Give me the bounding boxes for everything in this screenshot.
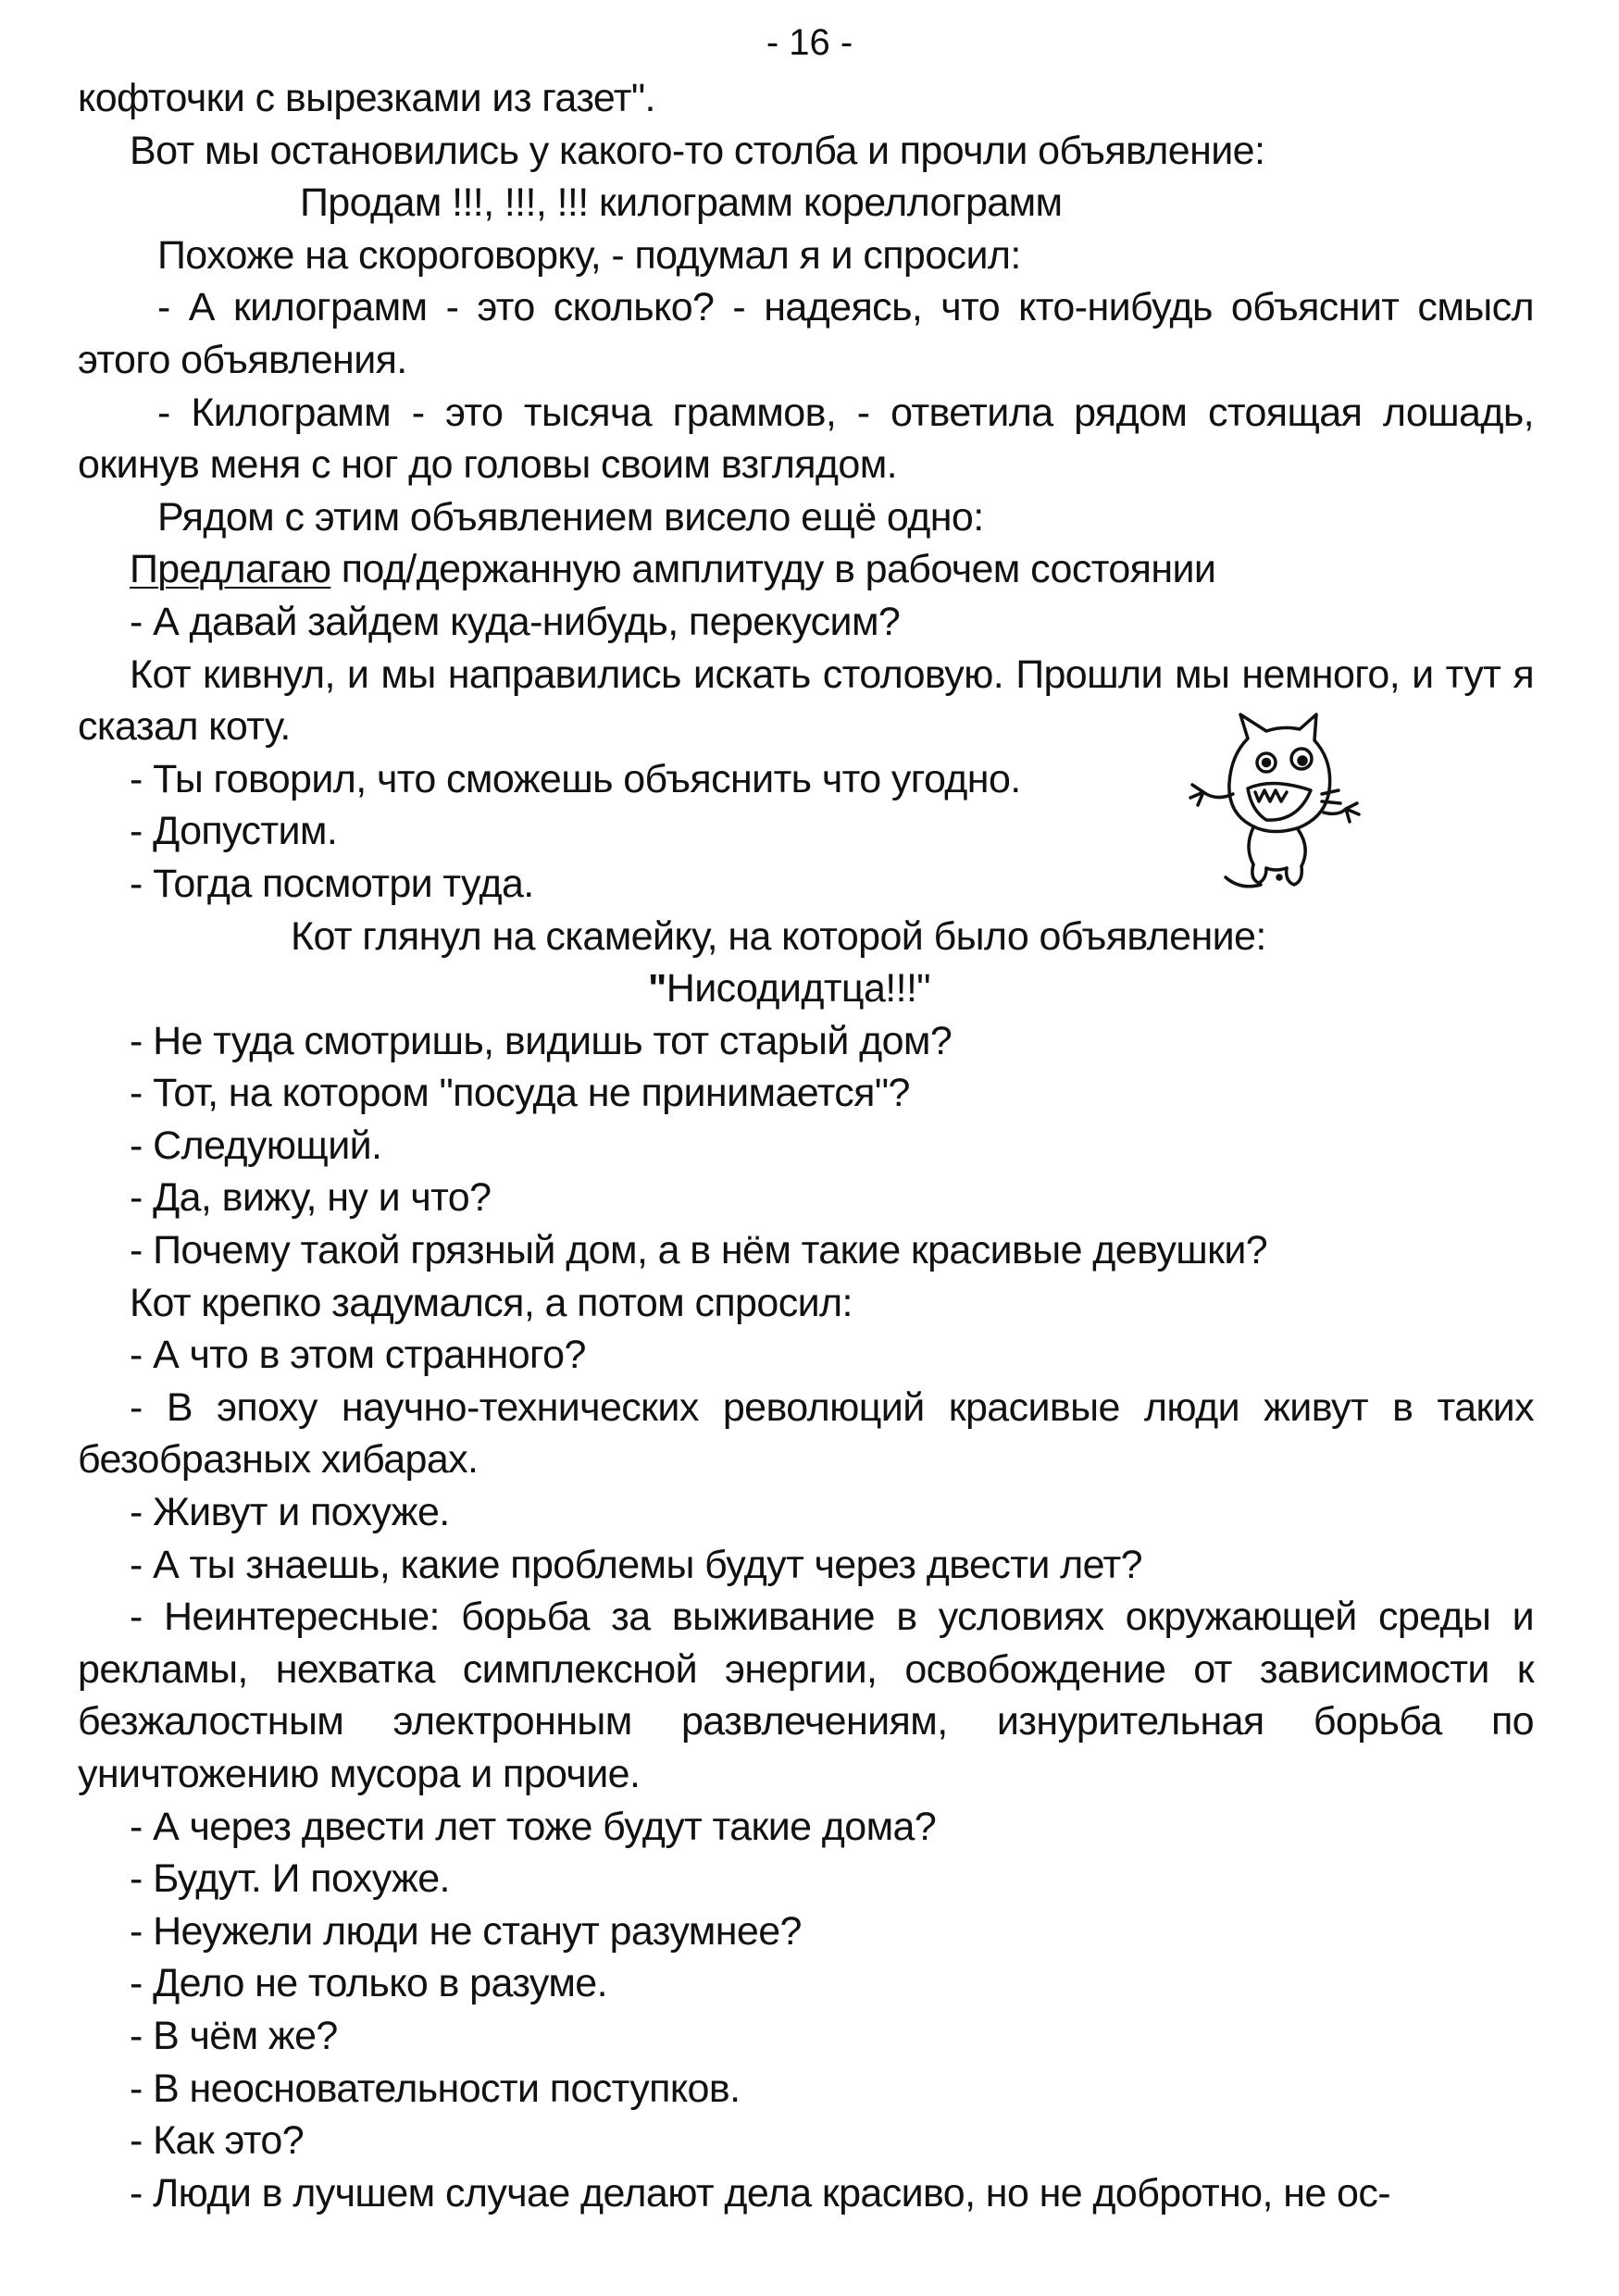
- text-line: - Тот, на котором "посуда не принимается"?: [130, 1071, 910, 1116]
- text-line: - Неужели люди не станут разумнее?: [130, 1908, 802, 1954]
- text-line: - Ты говорил, что сможешь объяснить что угодно.: [130, 756, 1021, 801]
- text-line: Рядом с этим объявлением висело ещё одно:: [157, 494, 984, 540]
- text-line: - В чём же?: [130, 2013, 338, 2058]
- announcement-text: Продам !!!, !!!, !!! килограмм кореллограмм: [300, 180, 1063, 226]
- text-line: - А ты знаешь, какие проблемы будут через двести лет?: [130, 1542, 1142, 1587]
- text-paragraph: - Килограмм - это тысяча граммов, - ответила рядом стоящая лошадь, окинув меня с ног до головы своим взглядом.: [78, 390, 1534, 488]
- text-line: - Как это?: [130, 2118, 305, 2164]
- text-line: - Люди в лучшем случае делают дела красиво, но не добротно, не ос-: [130, 2170, 1390, 2215]
- text-paragraph: - В эпоху научно-технических революций красивые люди живут в таких безобразных хибарах.: [78, 1384, 1534, 1483]
- text-paragraph: - Неинтересные: борьба за выживание в условиях окружающей среды и рекламы, нехватка симплексной энергии, освобождение от зависимости к безжалостным электронным развлечениям, изнурительная борьба по уничтожению мусора и прочие.: [78, 1595, 1534, 1796]
- text-line: Кот крепко задумался, а потом спросил:: [130, 1280, 853, 1325]
- announcement-rest: под/держанную амплитуду в рабочем состоянии: [330, 547, 1216, 592]
- text-line: - В неосновательности поступков.: [130, 2066, 741, 2111]
- text-line: - Живут и похуже.: [130, 1490, 450, 1535]
- text-line: - А через двести лет тоже будут такие дома?: [130, 1804, 937, 1849]
- text-line: - Будут. И похуже.: [130, 1856, 450, 1902]
- open-quote: ": [648, 966, 666, 1011]
- text-line: - Допустим.: [130, 809, 338, 854]
- announcement-text: [78, 962, 1534, 1015]
- underlined-word: Предлагаю: [130, 547, 331, 592]
- text-line: - Дело не только в разуме.: [130, 1961, 607, 2006]
- text-paragraph: - А килограмм - это сколько? - надеясь, что кто-нибудь объяснит смысл этого объявления.: [78, 285, 1534, 382]
- announcement-rest: Нисодидтца!!!": [666, 966, 930, 1011]
- text-line: Вот мы остановились у какого-то столба и прочли объявление:: [130, 128, 1265, 173]
- body-text: [78, 72, 1534, 2219]
- text-paragraph: Кот кивнул, и мы направились искать столовую. Прошли мы немного, и тут я сказал коту.: [78, 652, 1534, 750]
- text-line: - А что в этом странного?: [130, 1333, 586, 1378]
- text-line: - А давай зайдем куда-нибудь, перекусим?: [130, 599, 901, 644]
- text-line: Кот глянул на скамейку, на которой было объявление:: [291, 913, 1266, 959]
- text-line: Похоже на скороговорку, - подумал я и спросил:: [157, 232, 1021, 278]
- text-line: - Тогда посмотри туда.: [130, 861, 534, 906]
- text-line: - Почему такой грязный дом, а в нём такие красивые девушки?: [130, 1228, 1268, 1273]
- page-number: - 16 -: [766, 22, 853, 63]
- announcement-text: [78, 543, 1534, 596]
- text-line: - Не туда смотришь, видишь тот старый дом?: [130, 1018, 953, 1063]
- text-line: - Следующий.: [130, 1123, 382, 1168]
- text-line: - Да, вижу, ну и что?: [130, 1175, 492, 1221]
- text-line: кофточки с вырезками из газет".: [78, 76, 655, 120]
- cat-drawing-icon: [1176, 713, 1370, 898]
